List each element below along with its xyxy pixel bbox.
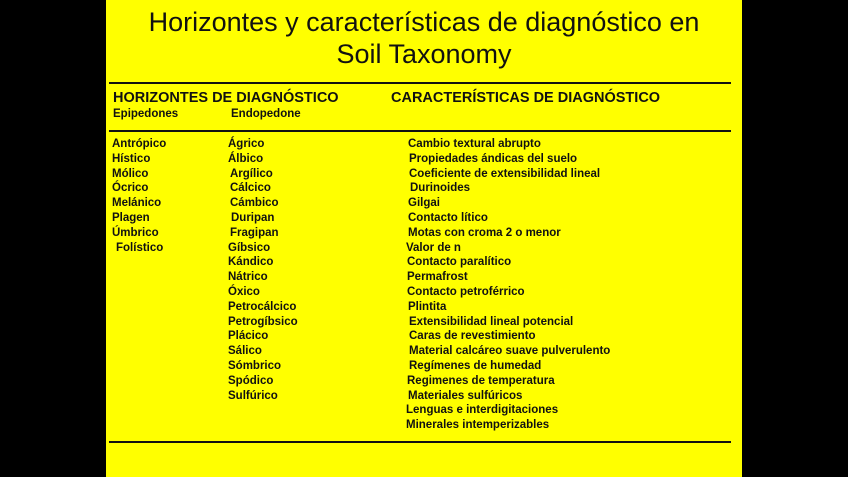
endopedon-item: Nátrico: [228, 271, 268, 284]
epipedon-item: Mólico: [112, 167, 149, 180]
caracteristica-item: Motas con croma 2 o menor: [408, 226, 561, 239]
endopedon-item: Duripan: [231, 212, 275, 224]
caracteristica-item: Propiedades ándicas del suelo: [409, 152, 578, 165]
endopedon-item: Gíbsico: [228, 241, 271, 254]
endopedon-item: Plácico: [228, 330, 269, 343]
caracteristica-item: Gilgai: [408, 197, 440, 210]
caracteristica-item: Valor de n: [406, 241, 461, 254]
endopedon-item: Cálcico: [230, 182, 271, 195]
epipedon-item: Antrópico: [112, 138, 167, 150]
epipedon-item: Melánico: [112, 197, 162, 210]
caracteristica-item: Minerales intemperizables: [406, 419, 550, 432]
epipedon-item: Ócrico: [112, 182, 149, 195]
caracteristica-item: Material calcáreo suave pulverulento: [409, 345, 611, 358]
caracteristica-item: Coeficiente de extensibilidad lineal: [409, 167, 601, 180]
endopedon-item: Sómbrico: [228, 360, 282, 372]
caracteristica-item: Contacto paralítico: [407, 256, 512, 269]
caracteristica-item: Plintita: [408, 300, 447, 313]
caracteristica-item: Regimenes de temperatura: [407, 374, 555, 387]
endopedon-item: Sálico: [228, 345, 262, 358]
caracteristica-item: Permafrost: [407, 271, 468, 284]
epipedon-item: Úmbrico: [112, 226, 159, 239]
endopedon-item: Ágrico: [228, 138, 265, 150]
caracteristica-item: Cambio textural abrupto: [408, 138, 541, 150]
endopedon-item: Petrocálcico: [228, 300, 297, 313]
caracteristica-item: Lenguas e interdigitaciones: [406, 404, 559, 417]
endopedon-item: Spódico: [228, 374, 274, 387]
endopedon-item: Óxico: [228, 286, 260, 298]
endopedon-item: Sulfúrico: [228, 389, 278, 402]
endopedon-item: Fragipan: [230, 226, 279, 239]
caracteristica-item: Extensibilidad lineal potencial: [409, 315, 574, 328]
header-caracteristicas: CARACTERÍSTICAS DE DIAGNÓSTICO: [391, 90, 661, 106]
endopedon-item: Álbico: [228, 152, 264, 165]
header-horizontes: HORIZONTES DE DIAGNÓSTICO: [113, 90, 339, 106]
caracteristica-item: Regímenes de humedad: [409, 360, 542, 372]
epipedon-item: Folístico: [116, 241, 164, 254]
endopedon-item: Cámbico: [230, 197, 279, 210]
epipedon-item: Hístico: [112, 152, 151, 165]
caracteristica-item: Durinoides: [410, 182, 471, 195]
endopedon-item: Argílico: [230, 167, 273, 180]
bottom-divider: [109, 441, 731, 443]
endopedon-item: Petrogíbsico: [228, 315, 298, 328]
slide: [106, 0, 742, 477]
caracteristica-item: Caras de revestimiento: [409, 330, 536, 343]
caracteristica-item: Contacto petroférrico: [407, 286, 525, 298]
endopedon-item: Kándico: [228, 256, 274, 269]
subheader-endopedone: Endopedone: [231, 108, 301, 120]
header-divider: [109, 130, 731, 132]
subheader-epipedones: Epipedones: [113, 108, 179, 120]
epipedon-item: Plagen: [112, 212, 150, 224]
top-divider: [109, 82, 731, 84]
slide-title-line2: Soil Taxonomy: [336, 39, 512, 69]
slide-title-line1: Horizontes y características de diagnóstico en: [148, 7, 700, 37]
caracteristica-item: Materiales sulfúricos: [408, 389, 523, 402]
caracteristica-item: Contacto lítico: [408, 212, 488, 224]
